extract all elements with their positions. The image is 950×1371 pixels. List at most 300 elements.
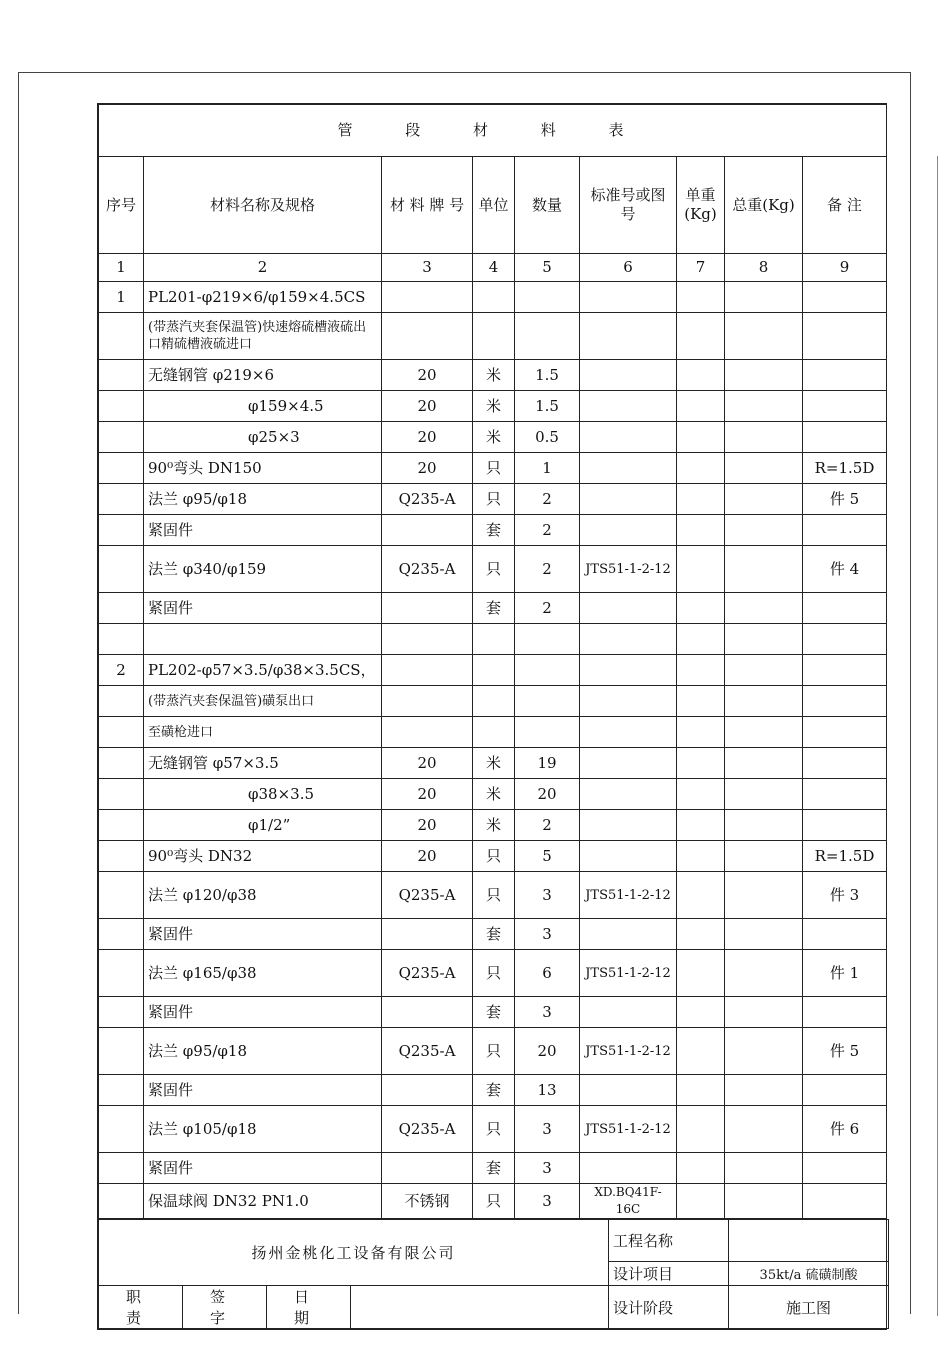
header-unit: 单位 xyxy=(473,157,515,254)
cell-remark: R=1.5D xyxy=(803,453,887,484)
cell-std xyxy=(580,779,677,810)
header-seq: 序号 xyxy=(99,157,144,254)
cell-grade: 20 xyxy=(382,391,473,422)
cell-uw xyxy=(677,810,725,841)
table-row xyxy=(99,313,887,360)
cell-seq xyxy=(99,686,144,717)
cell-unit: 米 xyxy=(473,391,515,422)
cell-qty xyxy=(515,655,580,686)
cell-name: 至磺枪进口 xyxy=(144,717,382,748)
table-row xyxy=(99,1075,887,1106)
cell-tw xyxy=(725,624,803,655)
cell-grade: Q235-A xyxy=(382,1028,473,1075)
cell-remark xyxy=(803,1153,887,1184)
cell-seq xyxy=(99,810,144,841)
cell-remark: 件 6 xyxy=(803,1106,887,1153)
cell-tw xyxy=(725,360,803,391)
cell-qty xyxy=(515,313,580,360)
cell-std: XD.BQ41F-16C xyxy=(580,1184,677,1219)
table-title: 管 段 材 料 表 xyxy=(99,105,887,157)
cell-uw xyxy=(677,422,725,453)
cell-qty xyxy=(515,282,580,313)
table-row xyxy=(99,546,887,593)
cell-std xyxy=(580,841,677,872)
design-stage-value: 施工图 xyxy=(729,1286,889,1329)
cell-tw xyxy=(725,1184,803,1219)
cell-name: PL201-φ219×6/φ159×4.5CS xyxy=(144,282,382,313)
table-row xyxy=(99,282,887,313)
cell-uw xyxy=(677,360,725,391)
cell-grade xyxy=(382,919,473,950)
table-row xyxy=(99,593,887,624)
cell-std xyxy=(580,282,677,313)
cell-seq xyxy=(99,1153,144,1184)
table-row xyxy=(99,1106,887,1153)
cell-name: 紧固件 xyxy=(144,997,382,1028)
cell-qty: 0.5 xyxy=(515,422,580,453)
cell-unit xyxy=(473,686,515,717)
project-name-value xyxy=(729,1220,889,1262)
cell-std xyxy=(580,593,677,624)
cell-remark xyxy=(803,779,887,810)
table-row xyxy=(99,391,887,422)
cell-qty: 2 xyxy=(515,484,580,515)
cell-name: 无缝钢管 φ219×6 xyxy=(144,360,382,391)
cell-remark xyxy=(803,515,887,546)
cell-std xyxy=(580,1075,677,1106)
cell-std: JTS51-1-2-12 xyxy=(580,1106,677,1153)
blank-cell xyxy=(351,1286,609,1329)
cell-std: JTS51-1-2-12 xyxy=(580,1028,677,1075)
cell-remark: 件 4 xyxy=(803,546,887,593)
cell-seq xyxy=(99,950,144,997)
cell-tw xyxy=(725,717,803,748)
cell-unit xyxy=(473,624,515,655)
header-total-weight: 总重(Kg) xyxy=(725,157,803,254)
table-row xyxy=(99,1184,887,1219)
cell-uw xyxy=(677,1184,725,1219)
cell-grade: 20 xyxy=(382,810,473,841)
cell-grade xyxy=(382,282,473,313)
cell-remark xyxy=(803,593,887,624)
cell-name: 紧固件 xyxy=(144,1153,382,1184)
column-number-row xyxy=(99,254,887,282)
cell-remark: 件 5 xyxy=(803,484,887,515)
cell-remark xyxy=(803,624,887,655)
cell-unit: 只 xyxy=(473,1028,515,1075)
cell-seq: 2 xyxy=(99,655,144,686)
table-row xyxy=(99,997,887,1028)
cell-qty: 20 xyxy=(515,779,580,810)
cell-unit: 米 xyxy=(473,810,515,841)
col-num: 7 xyxy=(677,254,725,282)
cell-remark xyxy=(803,1184,887,1219)
cell-std xyxy=(580,313,677,360)
cell-unit xyxy=(473,313,515,360)
cell-grade: 20 xyxy=(382,422,473,453)
cell-unit: 只 xyxy=(473,1184,515,1219)
cell-std: JTS51-1-2-12 xyxy=(580,546,677,593)
cell-uw xyxy=(677,655,725,686)
cell-name: (带蒸汽夹套保温管)磺泵出口 xyxy=(144,686,382,717)
cell-grade xyxy=(382,997,473,1028)
cell-unit: 只 xyxy=(473,546,515,593)
cell-qty xyxy=(515,624,580,655)
cell-seq xyxy=(99,313,144,360)
cell-std xyxy=(580,748,677,779)
cell-seq xyxy=(99,422,144,453)
cell-seq xyxy=(99,546,144,593)
cell-std xyxy=(580,515,677,546)
table-row xyxy=(99,748,887,779)
cell-grade: Q235-A xyxy=(382,484,473,515)
cell-tw xyxy=(725,779,803,810)
cell-remark xyxy=(803,1075,887,1106)
cell-unit: 只 xyxy=(473,1106,515,1153)
cell-grade: 20 xyxy=(382,453,473,484)
cell-unit: 只 xyxy=(473,950,515,997)
cell-qty xyxy=(515,717,580,748)
cell-tw xyxy=(725,919,803,950)
cell-name: 紧固件 xyxy=(144,919,382,950)
cell-qty: 3 xyxy=(515,1153,580,1184)
cell-std: JTS51-1-2-12 xyxy=(580,950,677,997)
cell-unit: 套 xyxy=(473,593,515,624)
cell-qty: 1 xyxy=(515,453,580,484)
cell-qty: 2 xyxy=(515,515,580,546)
cell-uw xyxy=(677,919,725,950)
cell-std xyxy=(580,360,677,391)
cell-qty: 2 xyxy=(515,593,580,624)
cell-seq xyxy=(99,453,144,484)
cell-std xyxy=(580,624,677,655)
table-row xyxy=(99,422,887,453)
table-row xyxy=(99,360,887,391)
cell-name: 90⁰弯头 DN150 xyxy=(144,453,382,484)
cell-std xyxy=(580,717,677,748)
cell-qty: 5 xyxy=(515,841,580,872)
header-name: 材料名称及规格 xyxy=(144,157,382,254)
cell-qty: 1.5 xyxy=(515,391,580,422)
cell-uw xyxy=(677,779,725,810)
table-row xyxy=(99,810,887,841)
cell-remark: R=1.5D xyxy=(803,841,887,872)
cell-name: 90⁰弯头 DN32 xyxy=(144,841,382,872)
cell-seq xyxy=(99,872,144,919)
cell-unit: 套 xyxy=(473,1075,515,1106)
cell-name: 法兰 φ105/φ18 xyxy=(144,1106,382,1153)
cell-grade xyxy=(382,1153,473,1184)
cell-tw xyxy=(725,1153,803,1184)
cell-grade: 20 xyxy=(382,779,473,810)
cell-uw xyxy=(677,624,725,655)
title-block xyxy=(98,1219,889,1329)
cell-name: 保温球阀 DN32 PN1.0 xyxy=(144,1184,382,1219)
cell-seq xyxy=(99,624,144,655)
cell-seq xyxy=(99,779,144,810)
cell-name: 法兰 φ165/φ38 xyxy=(144,950,382,997)
table-row xyxy=(99,515,887,546)
cell-name xyxy=(144,624,382,655)
cell-uw xyxy=(677,717,725,748)
cell-uw xyxy=(677,546,725,593)
col-num: 4 xyxy=(473,254,515,282)
cell-uw xyxy=(677,453,725,484)
cell-tw xyxy=(725,515,803,546)
cell-name: φ1/2” xyxy=(144,810,382,841)
cell-uw xyxy=(677,841,725,872)
cell-grade: 不锈钢 xyxy=(382,1184,473,1219)
design-item-value: 35kt/a 硫磺制酸 xyxy=(729,1262,889,1286)
cell-unit xyxy=(473,717,515,748)
cell-grade xyxy=(382,686,473,717)
cell-uw xyxy=(677,391,725,422)
cell-tw xyxy=(725,422,803,453)
cell-grade: Q235-A xyxy=(382,1106,473,1153)
cell-std xyxy=(580,655,677,686)
cell-tw xyxy=(725,546,803,593)
table-row xyxy=(99,872,887,919)
cell-seq xyxy=(99,515,144,546)
material-sheet xyxy=(97,103,887,1330)
cell-unit: 套 xyxy=(473,1153,515,1184)
cell-seq xyxy=(99,593,144,624)
role-label: 职 责 xyxy=(99,1286,183,1329)
margin-line xyxy=(937,156,938,1316)
table-row xyxy=(99,779,887,810)
table-row xyxy=(99,655,887,686)
cell-std xyxy=(580,422,677,453)
cell-tw xyxy=(725,453,803,484)
cell-qty: 2 xyxy=(515,546,580,593)
cell-qty: 3 xyxy=(515,919,580,950)
col-num: 3 xyxy=(382,254,473,282)
cell-name: 无缝钢管 φ57×3.5 xyxy=(144,748,382,779)
cell-name: 法兰 φ95/φ18 xyxy=(144,484,382,515)
cell-name: (带蒸汽夹套保温管)快速熔硫槽液硫出口精硫槽液硫进口 xyxy=(144,313,382,360)
cell-remark xyxy=(803,391,887,422)
cell-tw xyxy=(725,391,803,422)
col-num: 8 xyxy=(725,254,803,282)
col-num: 2 xyxy=(144,254,382,282)
cell-tw xyxy=(725,1075,803,1106)
cell-uw xyxy=(677,872,725,919)
cell-qty: 2 xyxy=(515,810,580,841)
cell-grade: 20 xyxy=(382,841,473,872)
cell-remark xyxy=(803,748,887,779)
cell-grade xyxy=(382,655,473,686)
cell-grade xyxy=(382,515,473,546)
cell-uw xyxy=(677,1075,725,1106)
cell-uw xyxy=(677,1153,725,1184)
cell-tw xyxy=(725,1106,803,1153)
cell-qty: 3 xyxy=(515,997,580,1028)
cell-std xyxy=(580,810,677,841)
cell-name: 法兰 φ120/φ38 xyxy=(144,872,382,919)
header-row xyxy=(99,157,887,254)
cell-name: 紧固件 xyxy=(144,1075,382,1106)
cell-tw xyxy=(725,593,803,624)
cell-remark xyxy=(803,810,887,841)
cell-seq xyxy=(99,484,144,515)
header-unit-weight: 单重(Kg) xyxy=(677,157,725,254)
cell-unit: 只 xyxy=(473,841,515,872)
cell-std xyxy=(580,1153,677,1184)
cell-remark: 件 5 xyxy=(803,1028,887,1075)
cell-seq xyxy=(99,1184,144,1219)
cell-std xyxy=(580,484,677,515)
cell-seq xyxy=(99,997,144,1028)
cell-seq xyxy=(99,1106,144,1153)
cell-seq xyxy=(99,1075,144,1106)
table-row xyxy=(99,950,887,997)
cell-remark xyxy=(803,686,887,717)
cell-qty: 20 xyxy=(515,1028,580,1075)
table-row xyxy=(99,686,887,717)
cell-unit xyxy=(473,282,515,313)
cell-grade: Q235-A xyxy=(382,950,473,997)
cell-tw xyxy=(725,655,803,686)
cell-unit: 套 xyxy=(473,997,515,1028)
cell-seq: 1 xyxy=(99,282,144,313)
cell-uw xyxy=(677,484,725,515)
cell-std xyxy=(580,997,677,1028)
cell-uw xyxy=(677,515,725,546)
cell-tw xyxy=(725,872,803,919)
cell-qty: 3 xyxy=(515,872,580,919)
table-row xyxy=(99,841,887,872)
cell-tw xyxy=(725,950,803,997)
cell-seq xyxy=(99,841,144,872)
cell-remark xyxy=(803,313,887,360)
cell-grade xyxy=(382,624,473,655)
cell-uw xyxy=(677,593,725,624)
cell-grade xyxy=(382,313,473,360)
cell-unit: 米 xyxy=(473,748,515,779)
cell-uw xyxy=(677,313,725,360)
cell-uw xyxy=(677,997,725,1028)
cell-qty: 3 xyxy=(515,1184,580,1219)
cell-tw xyxy=(725,841,803,872)
cell-seq xyxy=(99,391,144,422)
cell-remark xyxy=(803,422,887,453)
cell-uw xyxy=(677,1106,725,1153)
cell-seq xyxy=(99,1028,144,1075)
cell-uw xyxy=(677,1028,725,1075)
cell-qty: 6 xyxy=(515,950,580,997)
cell-unit xyxy=(473,655,515,686)
cell-qty: 3 xyxy=(515,1106,580,1153)
cell-tw xyxy=(725,313,803,360)
cell-unit: 只 xyxy=(473,484,515,515)
cell-tw xyxy=(725,810,803,841)
cell-unit: 只 xyxy=(473,872,515,919)
cell-uw xyxy=(677,282,725,313)
cell-std: JTS51-1-2-12 xyxy=(580,872,677,919)
col-num: 1 xyxy=(99,254,144,282)
cell-name: φ38×3.5 xyxy=(144,779,382,810)
cell-grade xyxy=(382,717,473,748)
cell-remark xyxy=(803,997,887,1028)
project-name-label: 工程名称 xyxy=(609,1220,729,1262)
cell-grade: 20 xyxy=(382,748,473,779)
table-row xyxy=(99,453,887,484)
cell-grade: Q235-A xyxy=(382,872,473,919)
design-item-label: 设计项目 xyxy=(609,1262,729,1286)
cell-tw xyxy=(725,484,803,515)
cell-remark xyxy=(803,360,887,391)
col-num: 6 xyxy=(580,254,677,282)
cell-tw xyxy=(725,748,803,779)
header-std: 标准号或图号 xyxy=(580,157,677,254)
cell-uw xyxy=(677,950,725,997)
table-row xyxy=(99,919,887,950)
cell-unit: 只 xyxy=(473,453,515,484)
col-num: 9 xyxy=(803,254,887,282)
cell-qty: 1.5 xyxy=(515,360,580,391)
table-row xyxy=(99,717,887,748)
company-name: 扬州金桃化工设备有限公司 xyxy=(99,1220,609,1286)
cell-name: 紧固件 xyxy=(144,515,382,546)
sign-label: 签 字 xyxy=(183,1286,267,1329)
table-row xyxy=(99,624,887,655)
cell-name: φ159×4.5 xyxy=(144,391,382,422)
cell-remark xyxy=(803,655,887,686)
cell-name: PL202-φ57×3.5/φ38×3.5CS， xyxy=(144,655,382,686)
cell-unit: 米 xyxy=(473,422,515,453)
table-row xyxy=(99,1028,887,1075)
cell-qty: 19 xyxy=(515,748,580,779)
cell-remark xyxy=(803,919,887,950)
cell-remark xyxy=(803,282,887,313)
design-stage-label: 设计阶段 xyxy=(609,1286,729,1329)
table-row xyxy=(99,1153,887,1184)
cell-grade: Q235-A xyxy=(382,546,473,593)
cell-remark: 件 3 xyxy=(803,872,887,919)
cell-qty xyxy=(515,686,580,717)
cell-name: 法兰 φ340/φ159 xyxy=(144,546,382,593)
cell-tw xyxy=(725,686,803,717)
cell-tw xyxy=(725,1028,803,1075)
table-row xyxy=(99,484,887,515)
header-qty: 数量 xyxy=(515,157,580,254)
cell-uw xyxy=(677,686,725,717)
cell-std xyxy=(580,919,677,950)
cell-name: φ25×3 xyxy=(144,422,382,453)
cell-unit: 米 xyxy=(473,779,515,810)
cell-grade xyxy=(382,1075,473,1106)
date-label: 日 期 xyxy=(267,1286,351,1329)
cell-std xyxy=(580,391,677,422)
cell-unit: 套 xyxy=(473,515,515,546)
cell-std xyxy=(580,686,677,717)
cell-seq xyxy=(99,748,144,779)
cell-tw xyxy=(725,282,803,313)
cell-grade xyxy=(382,593,473,624)
cell-seq xyxy=(99,360,144,391)
cell-seq xyxy=(99,717,144,748)
cell-name: 法兰 φ95/φ18 xyxy=(144,1028,382,1075)
cell-name: 紧固件 xyxy=(144,593,382,624)
cell-uw xyxy=(677,748,725,779)
cell-tw xyxy=(725,997,803,1028)
material-table xyxy=(98,104,887,1219)
cell-qty: 13 xyxy=(515,1075,580,1106)
col-num: 5 xyxy=(515,254,580,282)
cell-remark xyxy=(803,717,887,748)
cell-remark: 件 1 xyxy=(803,950,887,997)
cell-std xyxy=(580,453,677,484)
